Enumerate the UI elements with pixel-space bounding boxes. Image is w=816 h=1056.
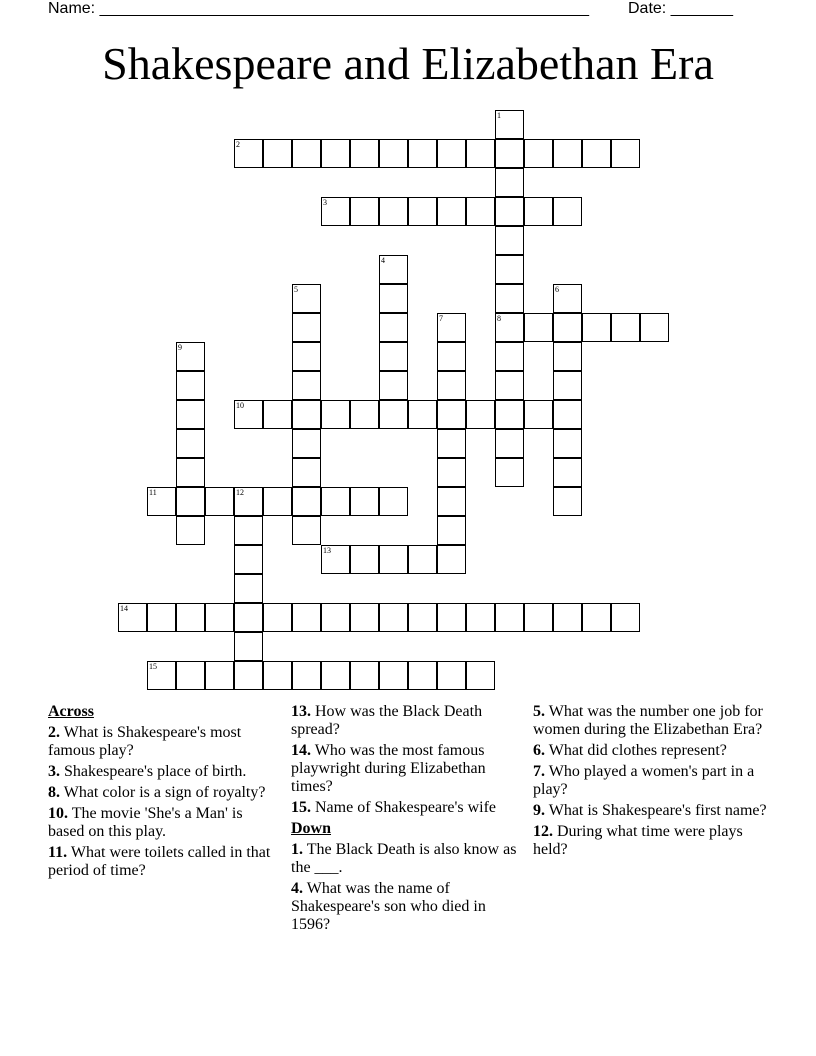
down-clue xyxy=(533,703,768,739)
grid-cell[interactable] xyxy=(437,516,466,545)
grid-cell[interactable] xyxy=(408,197,437,226)
clue-text: Who played a women's part in a play? xyxy=(533,763,755,798)
clue-label-number: 12. xyxy=(533,823,553,840)
clue-text: What did clothes represent? xyxy=(545,742,727,759)
clue-number: 8 xyxy=(497,314,501,323)
grid-cell[interactable] xyxy=(553,139,582,168)
grid-cell[interactable] xyxy=(205,487,234,516)
clue-number: 14 xyxy=(120,604,128,613)
grid-cell[interactable] xyxy=(176,342,205,371)
grid-cell[interactable] xyxy=(437,139,466,168)
grid-cell[interactable] xyxy=(553,458,582,487)
grid-cell[interactable] xyxy=(321,545,350,574)
clue-label-number: 1. xyxy=(291,841,303,858)
clue-text: Who was the most famous playwright during Elizabethan times? xyxy=(291,742,486,795)
grid-cell[interactable] xyxy=(437,400,466,429)
grid-cell[interactable] xyxy=(292,400,321,429)
grid-cell[interactable] xyxy=(292,284,321,313)
grid-cell[interactable] xyxy=(524,400,553,429)
clue-number: 9 xyxy=(178,343,182,352)
clue-text: How was the Black Death spread? xyxy=(291,703,483,738)
grid-cell[interactable] xyxy=(408,400,437,429)
grid-cell[interactable] xyxy=(321,661,350,690)
date-field-label[interactable]: Date: _______ xyxy=(628,0,733,17)
grid-cell[interactable] xyxy=(147,603,176,632)
grid-cell[interactable] xyxy=(147,487,176,516)
grid-cell[interactable] xyxy=(292,661,321,690)
grid-cell[interactable] xyxy=(176,371,205,400)
grid-cell[interactable] xyxy=(379,197,408,226)
down-clue xyxy=(533,763,768,799)
grid-cell[interactable] xyxy=(379,603,408,632)
across-clue xyxy=(48,844,273,880)
grid-cell[interactable] xyxy=(147,661,176,690)
grid-cell[interactable] xyxy=(495,429,524,458)
clue-number: 13 xyxy=(323,546,331,555)
clue-label-number: 8. xyxy=(48,784,60,801)
clue-text: What were toilets called in that period of time? xyxy=(48,844,271,879)
grid-cell[interactable] xyxy=(466,603,495,632)
clue-number: 15 xyxy=(149,662,157,671)
grid-cell[interactable] xyxy=(292,139,321,168)
grid-cell[interactable] xyxy=(524,603,553,632)
grid-cell[interactable] xyxy=(437,603,466,632)
across-clue xyxy=(291,742,523,796)
grid-cell[interactable] xyxy=(176,487,205,516)
grid-cell[interactable] xyxy=(640,313,669,342)
down-clue xyxy=(533,802,768,820)
grid-cell[interactable] xyxy=(176,661,205,690)
grid-cell[interactable] xyxy=(292,487,321,516)
clue-number: 3 xyxy=(323,198,327,207)
grid-cell[interactable] xyxy=(553,487,582,516)
grid-cell[interactable] xyxy=(234,603,263,632)
grid-cell[interactable] xyxy=(118,603,147,632)
grid-cell[interactable] xyxy=(176,400,205,429)
clue-column-3 xyxy=(533,703,768,862)
grid-cell[interactable] xyxy=(321,487,350,516)
clue-label-number: 3. xyxy=(48,763,60,780)
grid-cell[interactable] xyxy=(234,574,263,603)
clue-number: 5 xyxy=(294,285,298,294)
clue-number: 4 xyxy=(381,256,385,265)
across-clue xyxy=(48,763,273,781)
grid-cell[interactable] xyxy=(408,139,437,168)
grid-cell[interactable] xyxy=(524,197,553,226)
grid-cell[interactable] xyxy=(495,139,524,168)
clue-label-number: 2. xyxy=(48,724,60,741)
grid-cell[interactable] xyxy=(205,603,234,632)
grid-cell[interactable] xyxy=(437,371,466,400)
grid-cell[interactable] xyxy=(263,661,292,690)
grid-cell[interactable] xyxy=(495,226,524,255)
grid-cell[interactable] xyxy=(321,603,350,632)
clue-label-number: 4. xyxy=(291,880,303,897)
grid-cell[interactable] xyxy=(553,603,582,632)
grid-cell[interactable] xyxy=(408,545,437,574)
across-clue xyxy=(291,703,523,739)
grid-cell[interactable] xyxy=(176,429,205,458)
grid-cell[interactable] xyxy=(350,400,379,429)
across-clue xyxy=(48,805,273,841)
grid-cell[interactable] xyxy=(495,400,524,429)
grid-cell[interactable] xyxy=(408,603,437,632)
grid-cell[interactable] xyxy=(495,313,524,342)
across-clue xyxy=(48,724,273,760)
clue-number: 2 xyxy=(236,140,240,149)
clue-label-number: 10. xyxy=(48,805,68,822)
grid-cell[interactable] xyxy=(553,429,582,458)
grid-cell[interactable] xyxy=(379,342,408,371)
clue-text: What color is a sign of royalty? xyxy=(60,784,266,801)
grid-cell[interactable] xyxy=(466,400,495,429)
grid-cell[interactable] xyxy=(437,342,466,371)
grid-cell[interactable] xyxy=(611,313,640,342)
clue-text: What is Shakespeare's most famous play? xyxy=(48,724,242,759)
grid-cell[interactable] xyxy=(466,139,495,168)
grid-cell[interactable] xyxy=(234,661,263,690)
clue-text: What was the number one job for women during the Elizabethan Era? xyxy=(533,703,763,738)
down-clue xyxy=(291,880,523,934)
grid-cell[interactable] xyxy=(350,661,379,690)
clue-column-1 xyxy=(48,703,273,883)
grid-cell[interactable] xyxy=(437,429,466,458)
grid-cell[interactable] xyxy=(379,139,408,168)
grid-cell[interactable] xyxy=(495,371,524,400)
grid-cell[interactable] xyxy=(611,603,640,632)
across-clue xyxy=(48,784,273,802)
grid-cell[interactable] xyxy=(234,545,263,574)
grid-cell[interactable] xyxy=(553,313,582,342)
clue-text: What was the name of Shakespeare's son who died in 1596? xyxy=(291,880,486,933)
grid-cell[interactable] xyxy=(553,284,582,313)
grid-cell[interactable] xyxy=(379,545,408,574)
grid-cell[interactable] xyxy=(582,603,611,632)
grid-cell[interactable] xyxy=(350,197,379,226)
grid-cell[interactable] xyxy=(437,313,466,342)
clue-label-number: 9. xyxy=(533,802,545,819)
grid-cell[interactable] xyxy=(350,487,379,516)
clue-text: What is Shakespeare's first name? xyxy=(545,802,767,819)
grid-cell[interactable] xyxy=(437,458,466,487)
grid-cell[interactable] xyxy=(495,603,524,632)
grid-cell[interactable] xyxy=(321,197,350,226)
down-clue xyxy=(533,742,768,760)
name-field-label[interactable]: Name: _______________________________________________________ xyxy=(48,0,589,17)
grid-cell[interactable] xyxy=(234,400,263,429)
grid-cell[interactable] xyxy=(292,313,321,342)
grid-cell[interactable] xyxy=(263,603,292,632)
grid-cell[interactable] xyxy=(176,603,205,632)
down-clue xyxy=(291,841,523,877)
clue-number: 7 xyxy=(439,314,443,323)
grid-cell[interactable] xyxy=(292,371,321,400)
grid-cell[interactable] xyxy=(379,313,408,342)
clue-text: Name of Shakespeare's wife xyxy=(311,799,497,816)
grid-cell[interactable] xyxy=(379,284,408,313)
clue-label-number: 5. xyxy=(533,703,545,720)
grid-cell[interactable] xyxy=(495,110,524,139)
grid-cell[interactable] xyxy=(292,516,321,545)
clue-label-number: 6. xyxy=(533,742,545,759)
clue-label-number: 7. xyxy=(533,763,545,780)
grid-cell[interactable] xyxy=(321,139,350,168)
grid-cell[interactable] xyxy=(611,139,640,168)
grid-cell[interactable] xyxy=(292,603,321,632)
grid-cell[interactable] xyxy=(495,284,524,313)
page-title: Shakespeare and Elizabethan Era xyxy=(102,38,714,89)
grid-cell[interactable] xyxy=(437,661,466,690)
across-heading: Across xyxy=(48,703,94,720)
grid-cell[interactable] xyxy=(292,342,321,371)
grid-cell[interactable] xyxy=(495,255,524,284)
grid-cell[interactable] xyxy=(524,139,553,168)
clue-label-number: 11. xyxy=(48,844,68,861)
clue-label-number: 13. xyxy=(291,703,311,720)
grid-cell[interactable] xyxy=(379,400,408,429)
grid-cell[interactable] xyxy=(321,400,350,429)
grid-cell[interactable] xyxy=(466,197,495,226)
clue-text: The movie 'She's a Man' is based on this play. xyxy=(48,805,243,840)
grid-cell[interactable] xyxy=(466,661,495,690)
grid-cell[interactable] xyxy=(292,458,321,487)
clue-number: 12 xyxy=(236,488,244,497)
across-clue xyxy=(291,799,523,817)
grid-cell[interactable] xyxy=(379,255,408,284)
grid-cell[interactable] xyxy=(553,400,582,429)
grid-cell[interactable] xyxy=(292,429,321,458)
grid-cell[interactable] xyxy=(379,661,408,690)
grid-cell[interactable] xyxy=(524,313,553,342)
clue-column-2 xyxy=(291,703,523,937)
clue-number: 10 xyxy=(236,401,244,410)
clue-text: During what time were plays held? xyxy=(533,823,743,858)
grid-cell[interactable] xyxy=(553,371,582,400)
grid-cell[interactable] xyxy=(495,458,524,487)
clue-number: 1 xyxy=(497,111,501,120)
grid-cell[interactable] xyxy=(350,545,379,574)
grid-cell[interactable] xyxy=(263,400,292,429)
clue-label-number: 15. xyxy=(291,799,311,816)
grid-cell[interactable] xyxy=(495,168,524,197)
grid-cell[interactable] xyxy=(437,487,466,516)
grid-cell[interactable] xyxy=(234,516,263,545)
grid-cell[interactable] xyxy=(263,487,292,516)
down-heading: Down xyxy=(291,820,332,837)
grid-cell[interactable] xyxy=(495,342,524,371)
grid-cell[interactable] xyxy=(350,603,379,632)
grid-cell[interactable] xyxy=(437,197,466,226)
grid-cell[interactable] xyxy=(379,371,408,400)
grid-cell[interactable] xyxy=(437,545,466,574)
down-clue xyxy=(533,823,768,859)
clue-label-number: 14. xyxy=(291,742,311,759)
grid-cell[interactable] xyxy=(582,139,611,168)
grid-cell[interactable] xyxy=(205,661,234,690)
grid-cell[interactable] xyxy=(379,487,408,516)
grid-cell[interactable] xyxy=(234,139,263,168)
grid-cell[interactable] xyxy=(263,139,292,168)
grid-cell[interactable] xyxy=(350,139,379,168)
grid-cell[interactable] xyxy=(582,313,611,342)
clue-text: The Black Death is also know as the ___. xyxy=(291,841,517,876)
clue-text: Shakespeare's place of birth. xyxy=(60,763,247,780)
grid-cell[interactable] xyxy=(176,458,205,487)
grid-cell[interactable] xyxy=(553,197,582,226)
clue-number: 11 xyxy=(149,488,157,497)
grid-cell[interactable] xyxy=(553,342,582,371)
grid-cell[interactable] xyxy=(176,516,205,545)
grid-cell[interactable] xyxy=(234,632,263,661)
clue-number: 6 xyxy=(555,285,559,294)
grid-cell[interactable] xyxy=(495,197,524,226)
grid-cell[interactable] xyxy=(408,661,437,690)
grid-cell[interactable] xyxy=(234,487,263,516)
